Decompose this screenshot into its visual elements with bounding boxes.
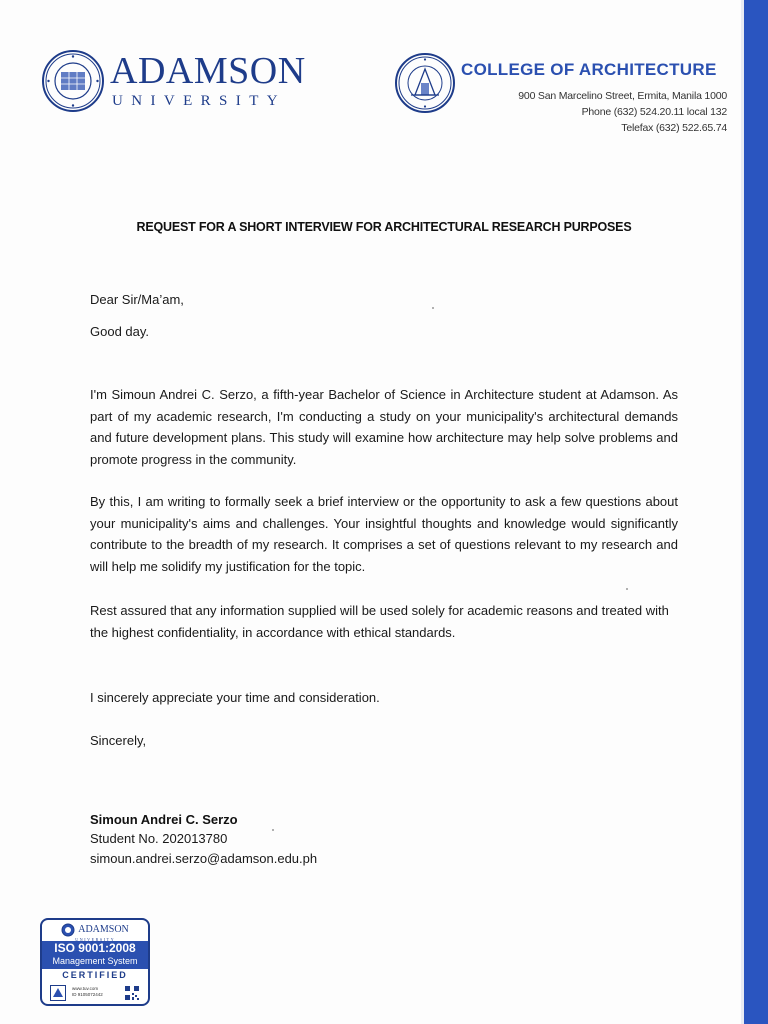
iso-badge-name: ADAMSON xyxy=(78,923,129,935)
iso-badge-seal-icon xyxy=(61,923,75,937)
body-paragraph-3: Rest assured that any information supplied will be used solely for academic reasons and treated with the highest confidentiality, in accordance with ethical standards. xyxy=(90,603,669,640)
iso-badge-band xyxy=(42,941,148,969)
salutation: Dear Sir/Ma’am, xyxy=(90,292,184,307)
iso-badge-header xyxy=(42,920,148,940)
tuv-logo-icon xyxy=(50,985,66,1001)
iso-system: Management System xyxy=(52,956,138,966)
iso-badge-sub: UNIVERSITY xyxy=(75,936,116,942)
greeting: Good day. xyxy=(90,324,150,339)
body-paragraph-1: I'm Simoun Andrei C. Serzo, a fifth-year Bachelor of Science in Architecture student at Adamson. As part of my academic research, I'm conducting a study on your municipality's architectural demands and future development plans. This study will examine how architecture may help solve problems and promote progress in the community. xyxy=(90,387,678,467)
letter-title: REQUEST FOR A SHORT INTERVIEW FOR ARCHITECTURAL RESEARCH PURPOSES xyxy=(136,220,632,234)
iso-badge-url-block xyxy=(72,986,103,998)
scan-speck xyxy=(272,829,274,831)
iso-code: ISO 9001:2008 xyxy=(54,941,136,955)
student-number: Student No. 202013780 xyxy=(90,831,228,846)
body-paragraph-2: By this, I am writing to formally seek a brief interview or the opportunity to ask a few questions about your municipality's aims and challenges. Your insightful thoughts and knowledge would significantly contribute to the breadth of my research. It comprises a set of questions relevant to my research and will help me solidify my justification for the topic. xyxy=(90,494,678,574)
college-address: 900 San Marcelino Street, Ermita, Manila 1000 xyxy=(518,90,727,102)
college-telefax: Telefax (632) 522.65.74 xyxy=(621,122,727,134)
college-name: COLLEGE OF ARCHITECTURE xyxy=(461,60,717,79)
closing: Sincerely, xyxy=(90,733,147,748)
scan-speck xyxy=(432,307,434,309)
page-edge-stripe xyxy=(744,0,768,1024)
iso-certified: CERTIFIED xyxy=(62,970,128,980)
iso-id: ID 9105072442 xyxy=(72,992,103,997)
qr-code-icon xyxy=(124,985,140,1001)
signatory-name: Simoun Andrei C. Serzo xyxy=(90,812,238,827)
signatory-email: simoun.andrei.serzo@adamson.edu.ph xyxy=(90,851,318,866)
university-seal-icon xyxy=(42,50,104,112)
iso-url: www.tuv.com xyxy=(72,986,99,991)
university-subtitle: UNIVERSITY xyxy=(112,93,286,109)
college-phone: Phone (632) 524.20.11 local 132 xyxy=(581,106,727,118)
scan-speck xyxy=(626,588,628,590)
body-paragraph-4: I sincerely appreciate your time and consideration. xyxy=(90,690,380,705)
iso-certification-badge xyxy=(40,918,150,1006)
university-name: ADAMSON xyxy=(110,50,306,92)
iso-badge-footer xyxy=(46,983,144,1003)
college-seal-icon xyxy=(395,53,455,113)
